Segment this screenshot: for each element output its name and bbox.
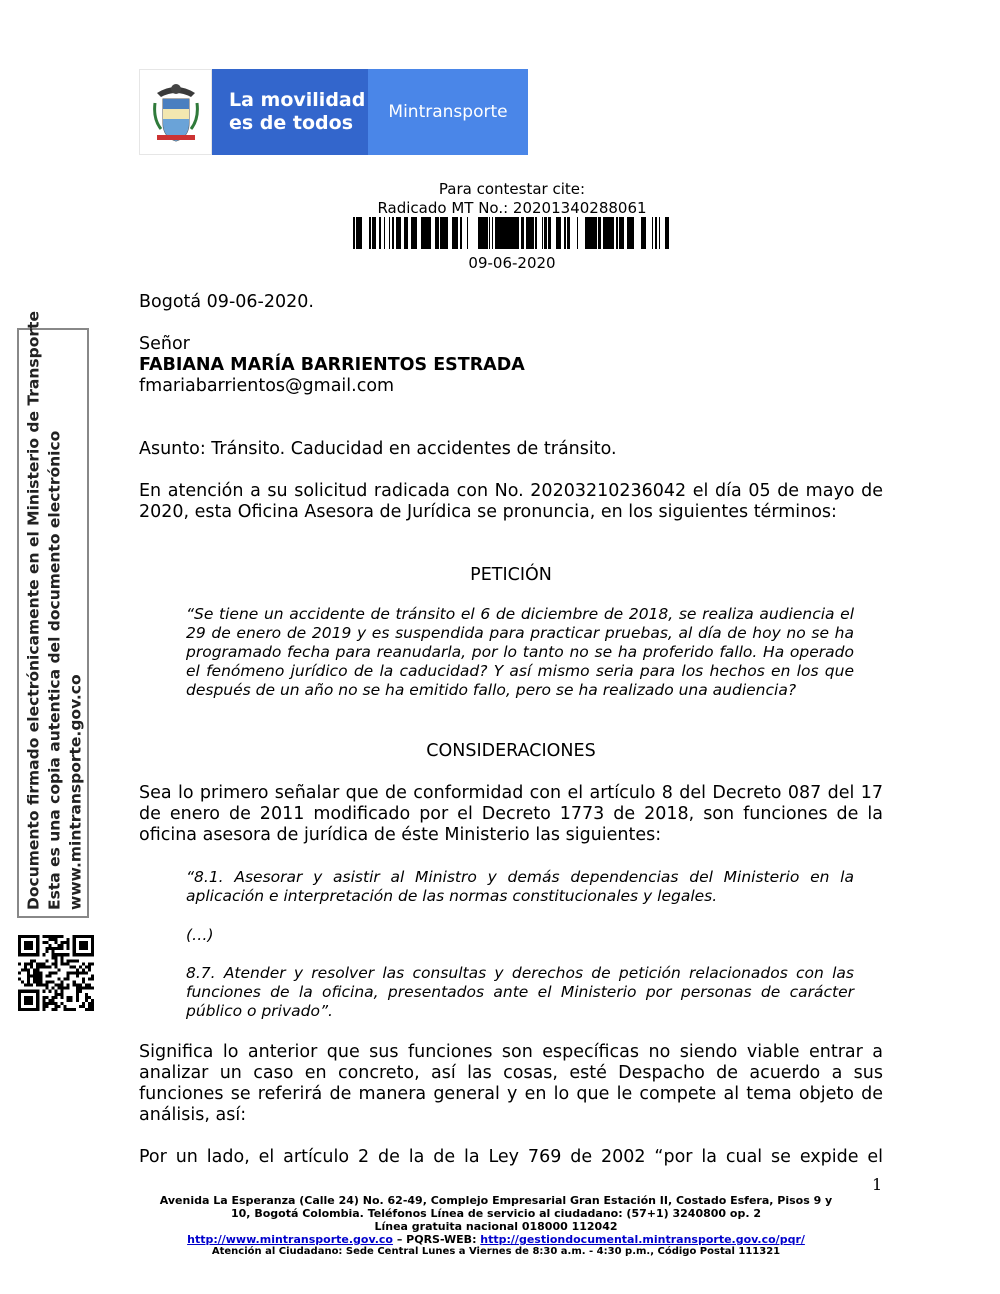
quote-8-7: 8.7. Atender y resolver las consultas y derechos de petición relacionados con las funciones de la oficina, presentados ante el Ministerio por personas de carácter público o privado”. — [186, 964, 854, 1020]
place-date: Bogotá 09-06-2020. — [139, 292, 314, 312]
stamp-line-2: Esta es una copia autentica del documento electrónico — [45, 430, 64, 910]
footer-address — [130, 1194, 862, 1258]
heading-peticion: PETICIÓN — [470, 565, 552, 585]
mintransporte-logo — [139, 69, 528, 155]
intro-paragraph: En atención a su solicitud radicada con No. 20203210236042 el día 05 de mayo de 2020, esta Oficina Asesora de Jurídica se pronuncia, en los siguientes términos: — [139, 481, 883, 522]
footer-links — [130, 1233, 862, 1246]
logo-brand: Mintransporte — [368, 69, 528, 155]
cite-label: Para contestar cite: — [438, 180, 586, 198]
peticion-quote: “Se tiene un accidente de tránsito el 6 de diciembre de 2018, se realiza audiencia el 29 de enero de 2019 y es suspendida para practicar pruebas, al día de hoy no se ha programado fecha para reanudarla, por lo tanto no se ha proferido fallo. Ha operado el fenómeno jurídico de la caducidad? Y así mismo seria para los hechos en los que después de un año no se ha emitido fallo, pero se ha realizado una audiencia? — [186, 605, 854, 699]
consideraciones-paragraph-3: Por un lado, el artículo 2 de la de la Ley 769 de 2002 “por la cual se expide el — [139, 1147, 883, 1167]
page-number: 1 — [872, 1175, 883, 1194]
footer-line-1: Avenida La Esperanza (Calle 24) No. 62-49, Complejo Empresarial Gran Estación II, Costado Esfera, Pisos 9 y — [159, 1194, 833, 1207]
electronic-signature-stamp — [17, 311, 89, 918]
colombia-coat-of-arms-icon — [139, 69, 212, 155]
salutation: Señor — [139, 334, 190, 354]
radicado-number: Radicado MT No.: 20201340288061 — [377, 199, 647, 217]
radicado-date: 09-06-2020 — [468, 254, 556, 272]
footer-link-pqrs[interactable]: http://gestiondocumental.mintransporte.gov.co/pqr/ — [480, 1233, 805, 1246]
recipient-name: FABIANA MARÍA BARRIENTOS ESTRADA — [139, 355, 525, 375]
logo-slogan-line2: es de todos — [229, 112, 354, 134]
barcode-image — [353, 217, 669, 249]
quote-ellipsis: (…) — [186, 926, 214, 944]
qr-code-image — [18, 935, 94, 1011]
footer-line-5: Atención al Ciudadano: Sede Central Lunes a Viernes de 8:30 a.m. - 4:30 p.m., Código Postal 111321 — [211, 1246, 781, 1257]
quote-8-1: “8.1. Asesorar y asistir al Ministro y demás dependencias del Ministerio en la aplicación e interpretación de las normas constitucionales y legales. — [186, 868, 854, 905]
footer-line-2: 10, Bogotá Colombia. Teléfonos Línea de servicio al ciudadano: (57+1) 3240800 op. 2 — [231, 1207, 761, 1220]
stamp-line-1: Documento firmado electrónicamente en el Ministerio de Transporte — [24, 311, 43, 910]
logo-slogan-line1: La movilidad — [229, 89, 366, 111]
recipient-email: fmariabarrientos@gmail.com — [139, 376, 395, 396]
heading-consideraciones: CONSIDERACIONES — [426, 741, 596, 761]
consideraciones-paragraph-1: Sea lo primero señalar que de conformidad con el artículo 8 del Decreto 087 del 17 de enero de 2011 modificado por el Decreto 1773 de 2018, son funciones de la oficina asesora de jurídica de éste Ministerio las siguientes: — [139, 783, 883, 845]
consideraciones-paragraph-2: Significa lo anterior que sus funciones son específicas no siendo viable entrar a analizar un caso en concreto, así las cosas, esté Despacho de acuerdo a sus funciones se referirá de manera general y en lo que le compete al tema objeto de análisis, así: — [139, 1042, 883, 1125]
footer-link-separator: – PQRS-WEB: — [393, 1233, 481, 1246]
subject-line: Asunto: Tránsito. Caducidad en accidentes de tránsito. — [139, 439, 617, 459]
footer-link-website[interactable]: http://www.mintransporte.gov.co — [187, 1233, 393, 1246]
logo-slogan — [212, 69, 368, 155]
footer-line-3: Línea gratuita nacional 018000 112042 — [374, 1220, 618, 1233]
stamp-line-3: www.mintransporte.gov.co — [66, 674, 85, 910]
